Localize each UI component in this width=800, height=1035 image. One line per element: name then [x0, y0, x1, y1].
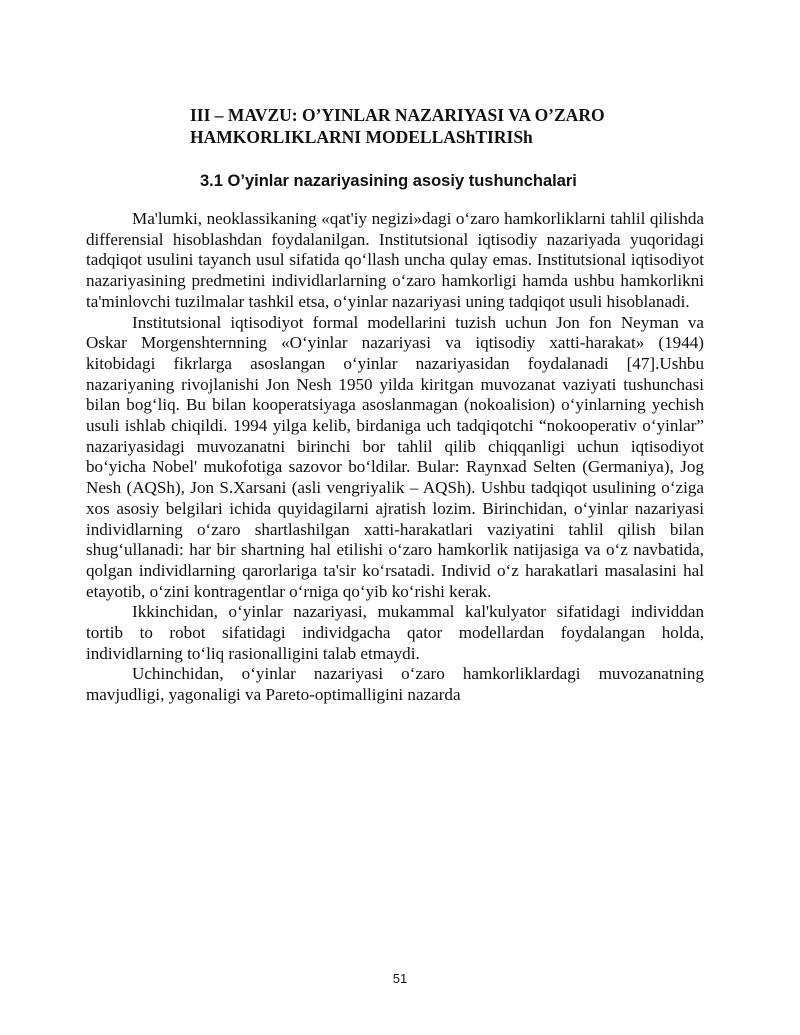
paragraph-3: Ikkinchidan, o‘yinlar nazariyasi, mukammal kal'kulyator sifatidagi individdan tortib to robot sifatidagi individgacha qator modellardan foydalangan holda, individlarning to‘liq rasionalligini talab etmaydi. — [86, 602, 704, 663]
chapter-title — [190, 104, 710, 148]
paragraph-4: Uchinchidan, o‘yinlar nazariyasi o‘zaro hamkorliklardagi muvozanatning mavjudligi, yagonaligi va Pareto-optimalligini nazarda — [86, 664, 704, 705]
chapter-title-line-2: HAMKORLIKLARNI MODELLAShTIRISh — [190, 127, 533, 147]
paragraph-2: Institutsional iqtisodiyot formal modellarini tuzish uchun Jon fon Neyman va Oskar Morgenshternning «O‘yinlar nazariyasi va iqtisodiy xatti-harakat» (1944) kitobidagi fikrlarga asoslangan o‘yinlar nazariyasidan foydalanadi [47].Ushbu nazariyaning rivojlanishi Jon Nesh 1950 yilda kiritgan muvozanat vaziyati tushunchasi bilan bog‘liq. Bu bilan kooperatsiyaga asoslanmagan (nokoalision) o‘yinlarning yechish usuli ishlab chiqildi. 1994 yilga kelib, birdaniga uch tadqiqotchi “nokooperativ o‘yinlar” nazariyasidagi muvozanatni birinchi bor tahlil qilib chiqqanligi uchun iqtisodiyot bo‘yicha Nobel' mukofotiga sazovor bo‘ldilar. Bular: Raynxad Selten (Germaniya), Jog Nesh (AQSh), Jon S.Xarsani (asli vengriyalik – AQSh). Ushbu tadqiqot usulining o‘ziga xos asosiy belgilari ichida quyidagilarni ajratish lozim. Birinchidan, o‘yinlar nazariyasi individlarning o‘zaro shartlashilgan xatti-harakatlari vaziyatini tahlil qilish bilan shug‘ullanadi: har bir shartning hal etilishi o‘zaro hamkorlik natijasiga va o‘z navbatida, qolgan individlarning qarorlariga ta'sir ko‘rsatadi. Individ o‘z harakatlari masalasini hal etayotib, o‘zini kontragentlar o‘rniga qo‘yib ko‘rishi kerak. — [86, 312, 704, 601]
section-title: 3.1 O’yinlar nazariyasining asosiy tushunchalari — [200, 172, 577, 190]
paragraph-1: Ma'lumki, neoklassikaning «qat'iy negizi»dagi o‘zaro hamkorliklarni tahlil qilishda differensial hisoblashdan foydalanilgan. Institutsional iqtisodiy nazariyada yuqoridagi tadqiqot usulini tayanch usul sifatida qo‘llash uncha qulay emas. Institutsional iqtisodiyot nazariyasining predmetini individlarlarning o‘zaro hamkorligi hamda ushbu hamkorlikni ta'minlovchi tuzilmalar tashkil etsa, o‘yinlar nazariyasi uning tadqiqot usuli hisoblanadi. — [86, 209, 704, 311]
chapter-title-line-1: III – MAVZU: O’YINLAR NAZARIYASI VA O’ZARO — [190, 105, 605, 125]
page-number: 51 — [392, 971, 408, 986]
body-text — [86, 209, 704, 706]
